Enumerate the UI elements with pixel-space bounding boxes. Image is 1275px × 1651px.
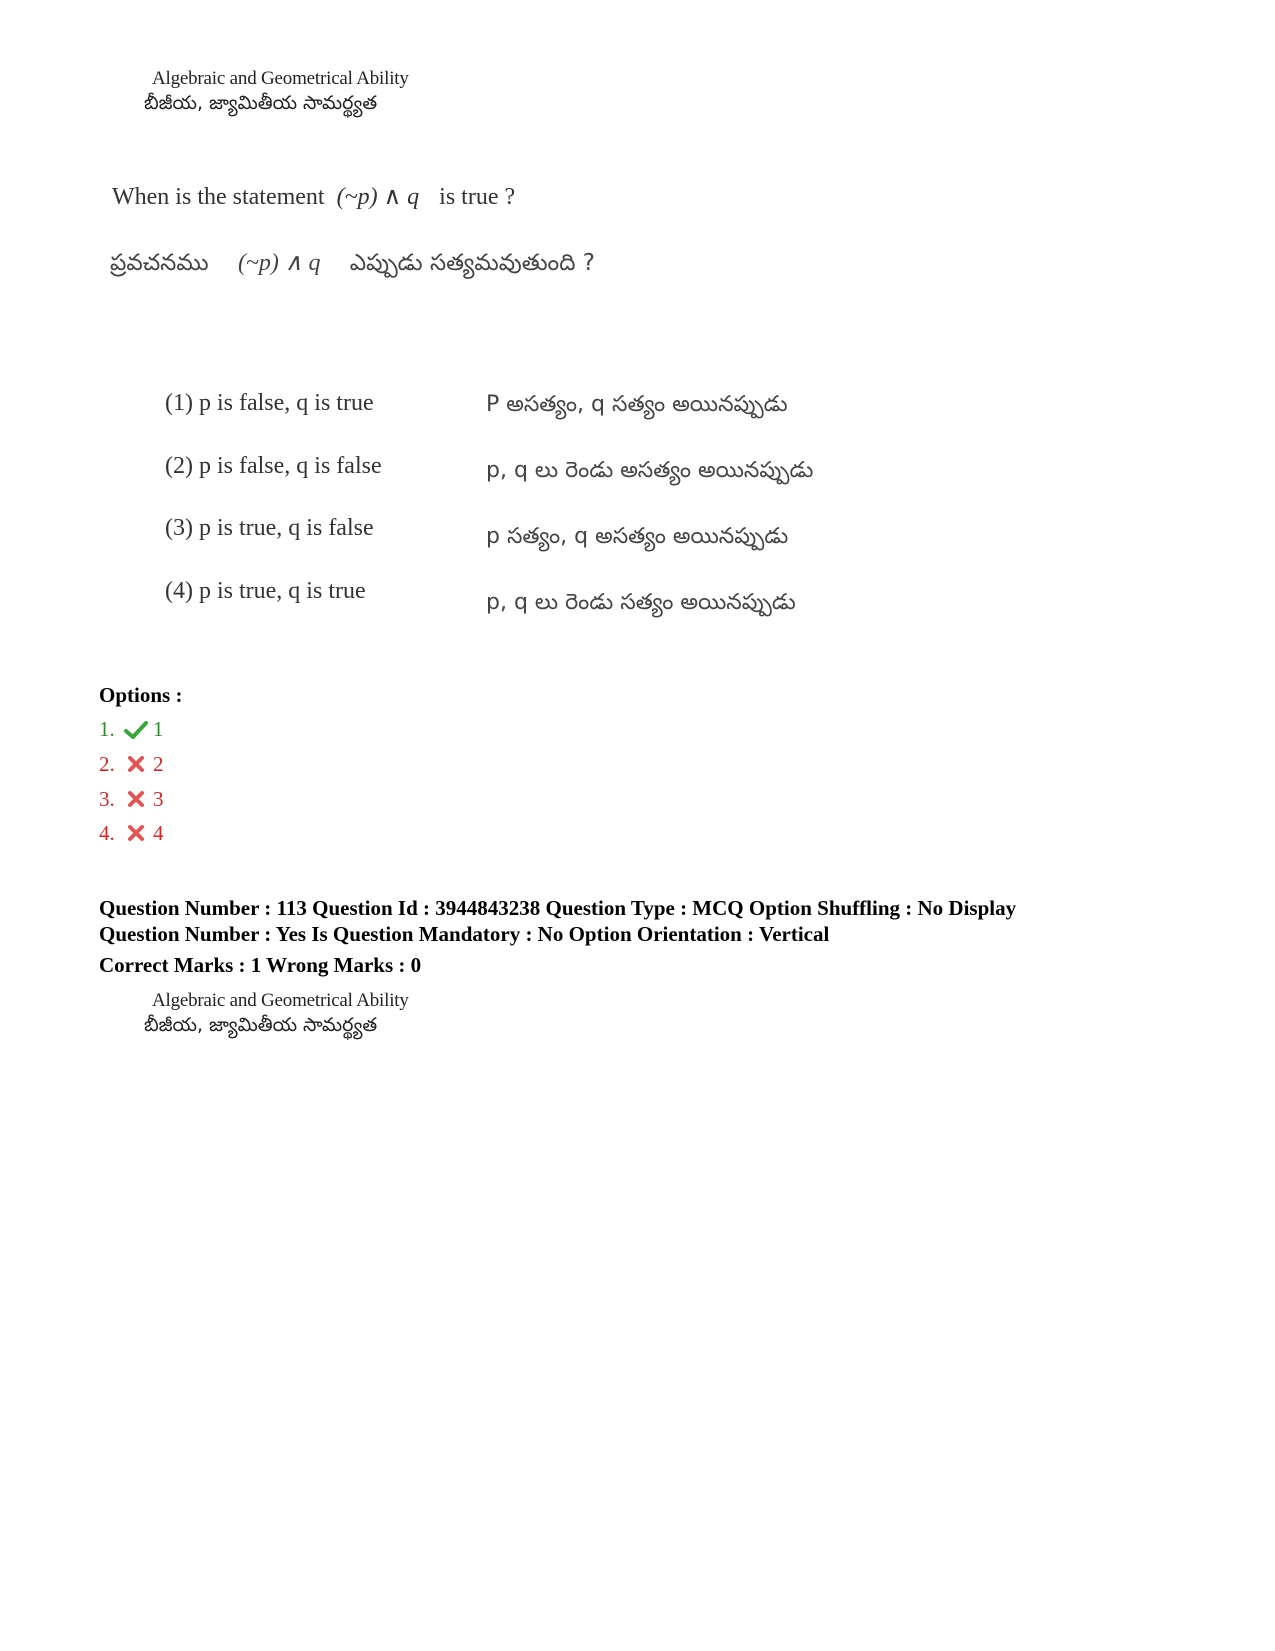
option-1 xyxy=(99,717,164,742)
question-telugu-prefix: ప్రవచనము xyxy=(110,250,209,276)
option-2-value: 2 xyxy=(153,752,164,776)
choice-4-english: (4) p is true, q is true xyxy=(165,578,366,604)
question-telugu xyxy=(110,248,595,282)
cross-icon xyxy=(123,789,149,811)
next-subject-title-telugu: బీజీయ, జ్యామితీయ సామర్థ్యత xyxy=(144,1014,378,1036)
option-3-number: 3. xyxy=(99,787,115,811)
question-english xyxy=(112,182,515,211)
options-heading: Options : xyxy=(99,683,183,707)
question-marks: Correct Marks : 1 Wrong Marks : 0 xyxy=(99,953,422,977)
subject-title-english: Algebraic and Geometrical Ability xyxy=(152,68,409,89)
subject-title-telugu: బీజీయ, జ్యామితీయ సామర్థ్యత xyxy=(144,92,378,114)
option-4-value: 4 xyxy=(153,821,164,845)
option-1-value: 1 xyxy=(153,717,164,741)
option-3-value: 3 xyxy=(153,787,164,811)
question-english-prefix: When is the statement xyxy=(112,184,325,210)
check-icon xyxy=(123,719,149,741)
option-3 xyxy=(99,787,164,812)
question-telugu-expression: (~p) ∧ q xyxy=(237,250,321,276)
question-telugu-suffix: ఎప్పుడు సత్యమవుతుంది ? xyxy=(349,250,595,276)
choice-3-english: (3) p is true, q is false xyxy=(165,515,374,541)
choice-3-telugu: p సత్యం, q అసత్యం అయినప్పుడు xyxy=(486,524,789,549)
choice-2-english: (2) p is false, q is false xyxy=(165,453,382,479)
question-meta-line-1: Question Number : 113 Question Id : 3944843238 Question Type : MCQ Option Shuffling : No Display xyxy=(99,896,1017,920)
option-2 xyxy=(99,752,164,777)
cross-icon xyxy=(123,754,149,776)
next-subject-title-english: Algebraic and Geometrical Ability xyxy=(152,990,409,1011)
choice-2-telugu: p, q లు రెండు అసత్యం అయినప్పుడు xyxy=(486,458,814,483)
choice-1-telugu: P అసత్యం, q సత్యం అయినప్పుడు xyxy=(486,392,788,417)
cross-icon xyxy=(123,823,149,845)
choice-1-english: (1) p is false, q is true xyxy=(165,390,374,416)
question-meta-line-2: Question Number : Yes Is Question Mandatory : No Option Orientation : Vertical xyxy=(99,922,830,946)
option-2-number: 2. xyxy=(99,752,115,776)
option-1-number: 1. xyxy=(99,717,115,741)
question-english-suffix: is true ? xyxy=(439,184,516,210)
option-4-number: 4. xyxy=(99,821,115,845)
option-4 xyxy=(99,821,164,846)
choice-4-telugu: p, q లు రెండు సత్యం అయినప్పుడు xyxy=(486,590,796,615)
question-english-expression: (~p) ∧ q xyxy=(336,184,420,210)
